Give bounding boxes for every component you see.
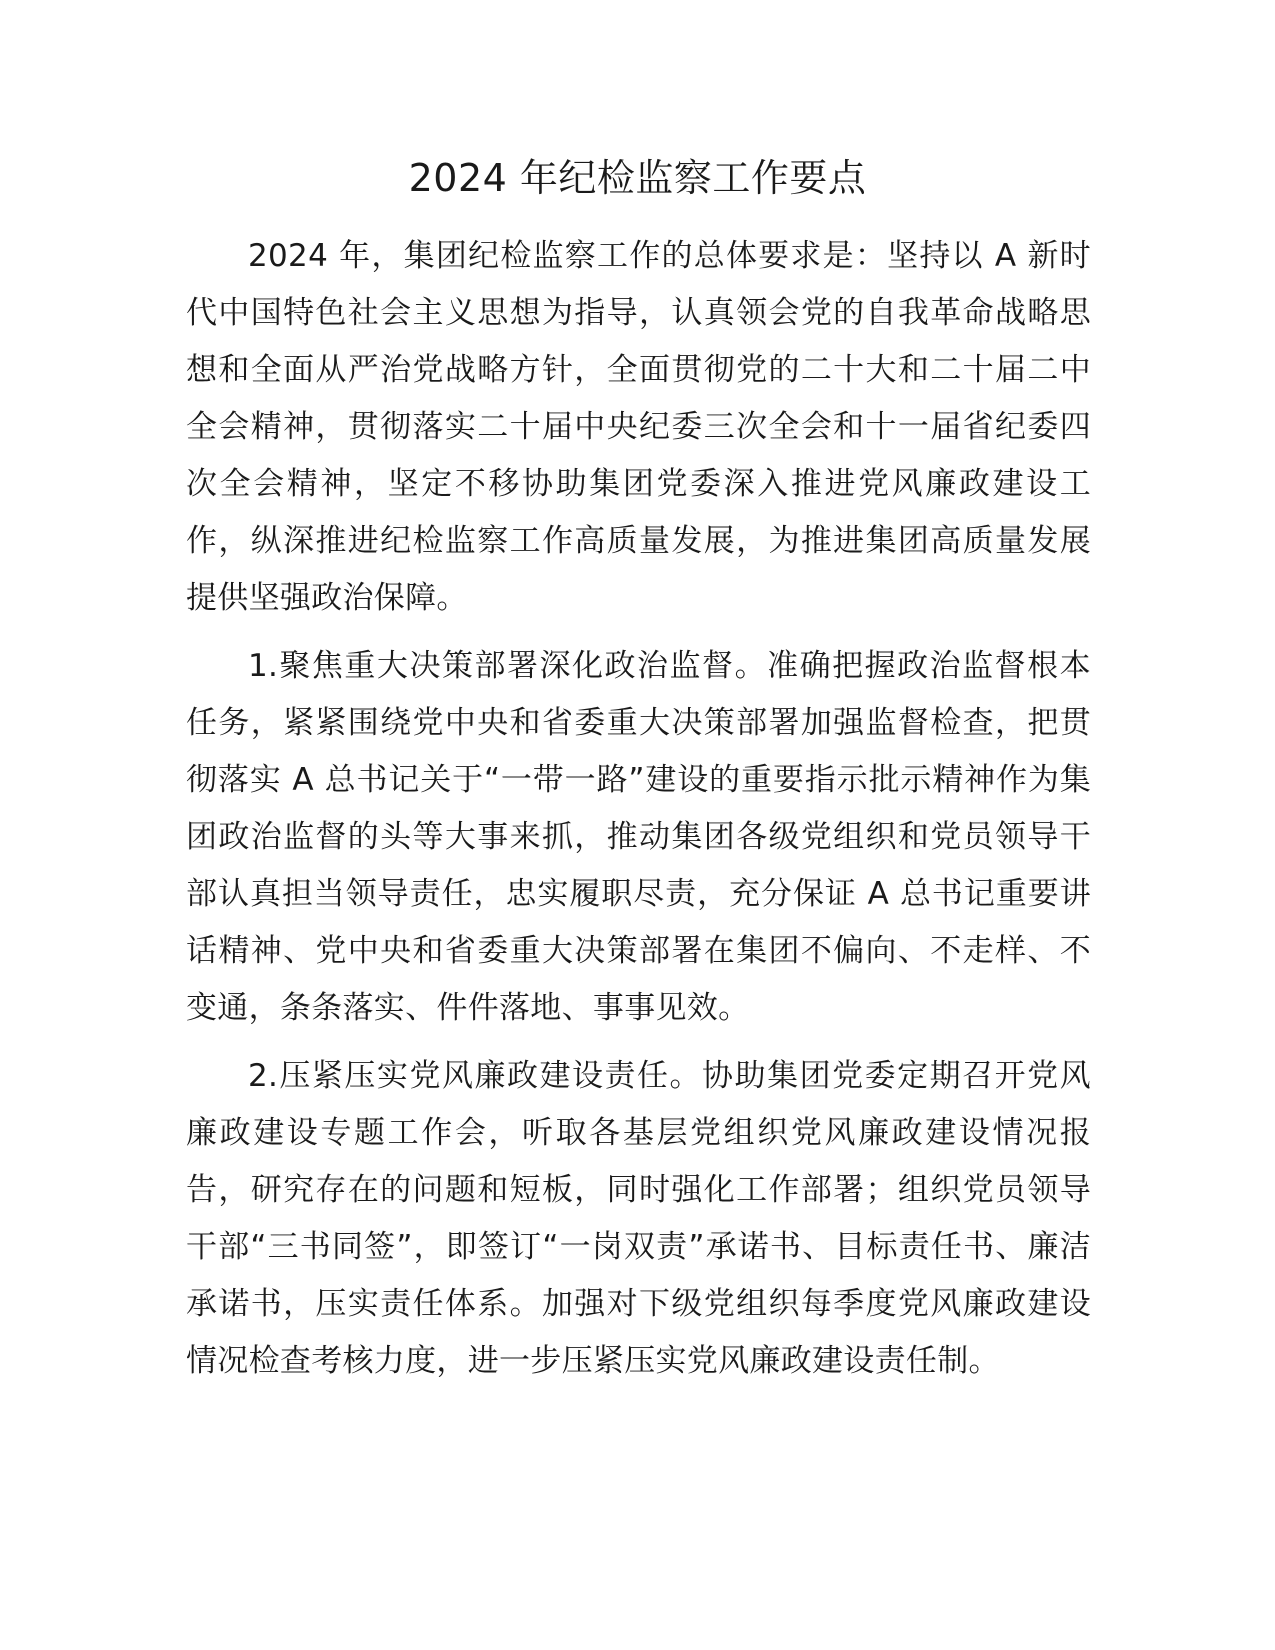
paragraph-political-supervision: 1.聚焦重大决策部署深化政治监督。准确把握政治监督根本任务，紧紧围绕党中央和省委重大决策部署加强监督检查，把贯彻落实 A 总书记关于“一带一路”建设的重要指示批示精神作为集团政治监督的头等大事来抓，推动集团各级党组织和党员领导干部认真担当领导责任，忠实履职尽责，充分保证 A 总书记重要讲话精神、党中央和省委重大决策部署在集团不偏向、不走样、不变通，条条落实、件件落地、事事见效。 bbox=[186, 648, 1091, 1026]
paragraph-clean-governance-responsibility: 2.压紧压实党风廉政建设责任。协助集团党委定期召开党风廉政建设专题工作会，听取各基层党组织党风廉政建设情况报告，研究存在的问题和短板，同时强化工作部署；组织党员领导干部“三书同签”，即签订“一岗双责”承诺书、目标责任书、廉洁承诺书，压实责任体系。加强对下级党组织每季度党风廉政建设情况检查考核力度，进一步压紧压实党风廉政建设责任制。 bbox=[186, 1058, 1091, 1379]
document-body bbox=[186, 228, 1091, 1390]
paragraph-overall-requirements: 2024 年，集团纪检监察工作的总体要求是：坚持以 A 新时代中国特色社会主义思想为指导，认真领会党的自我革命战略思想和全面从严治党战略方针，全面贯彻党的二十大和二十届二中全会精神，贯彻落实二十届中央纪委三次全会和十一届省纪委四次全会精神，坚定不移协助集团党委深入推进党风廉政建设工作，纵深推进纪检监察工作高质量发展，为推进集团高质量发展提供坚强政治保障。 bbox=[186, 238, 1091, 616]
document-title: 2024 年纪检监察工作要点 bbox=[408, 156, 867, 200]
